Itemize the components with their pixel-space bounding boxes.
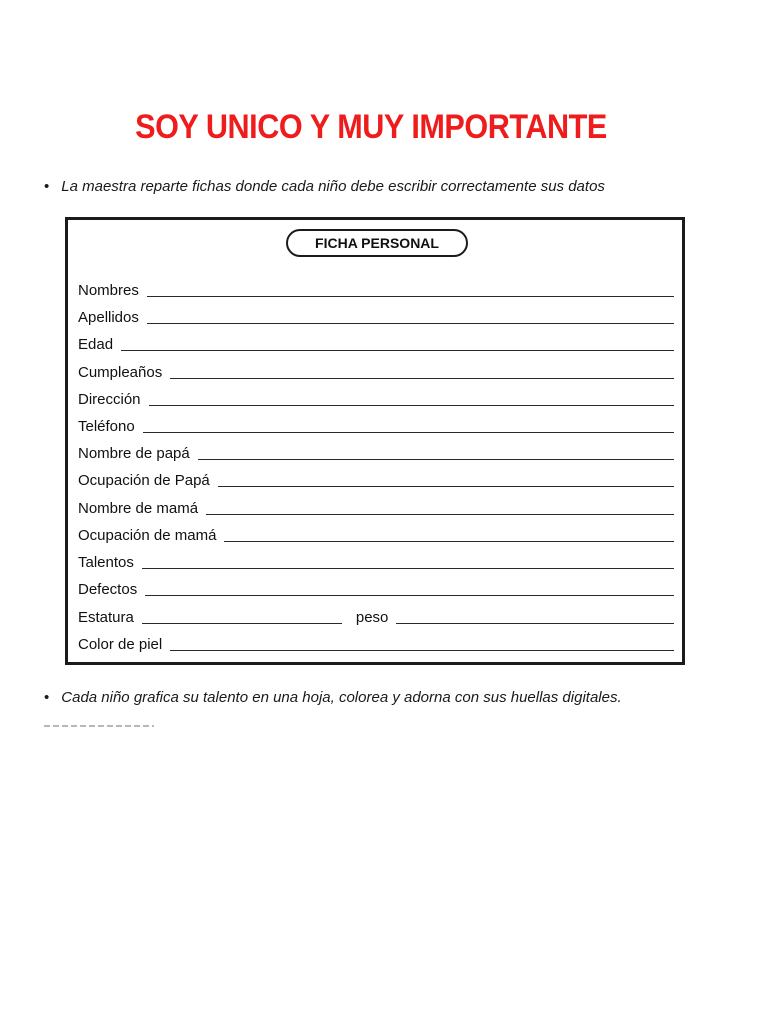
field-label: Apellidos [78,309,139,326]
field-row-nombres [78,280,674,300]
write-line[interactable] [218,486,674,487]
field-label: Defectos [78,581,138,598]
field-row-telefono [78,416,674,436]
bullet-mark: • [44,689,50,706]
write-line[interactable] [145,595,674,596]
write-line[interactable] [198,459,674,460]
field-label: Edad [78,336,114,353]
page-title: SOY UNICO Y MUY IMPORTANTE [135,108,607,146]
write-line[interactable] [170,378,674,379]
personal-form [65,217,685,665]
instruction-text-2: Cada niño grafica su talento en una hoja, colorea y adorna con sus huellas digitales. [61,689,622,706]
write-line[interactable] [224,541,674,542]
field-row-ocupacion-papa [78,470,674,490]
field-row-nombre-mama [78,498,674,518]
write-line[interactable] [143,432,674,433]
form-title: FICHA PERSONAL [286,229,468,257]
field-label: Nombre de mamá [78,500,199,517]
field-row-apellidos [78,307,674,327]
write-line[interactable] [142,623,342,624]
write-line[interactable] [121,350,674,351]
field-row-edad [78,334,674,354]
field-row-ocupacion-mama [78,525,674,545]
field-label: Dirección [78,391,141,408]
write-line[interactable] [142,568,674,569]
instruction-bullet-1 [44,178,605,195]
field-label: Cumpleaños [78,364,163,381]
field-label: Color de piel [78,636,163,653]
write-line[interactable] [170,650,674,651]
field-label: Ocupación de mamá [78,527,217,544]
instruction-text-1: La maestra reparte fichas donde cada niño debe escribir correctamente sus datos [61,178,605,195]
field-label: Estatura [78,609,134,626]
field-row-talentos [78,552,674,572]
instruction-bullet-2 [44,689,622,706]
cut-off-text-fragment [44,725,154,727]
field-row-direccion [78,389,674,409]
field-row-nombre-papa [78,443,674,463]
field-label: Ocupación de Papá [78,472,210,489]
field-label: Nombres [78,282,139,299]
write-line[interactable] [396,623,674,624]
write-line[interactable] [149,405,674,406]
field-row-cumpleanos [78,362,674,382]
field-label: Teléfono [78,418,135,435]
write-line[interactable] [147,323,674,324]
field-label: Talentos [78,554,134,571]
bullet-mark: • [44,178,50,195]
field-label: peso [355,609,389,626]
field-row-defectos [78,579,674,599]
field-row-color-piel [78,634,674,654]
write-line[interactable] [147,296,674,297]
field-row-estatura-peso [78,607,674,627]
field-label: Nombre de papá [78,445,190,462]
write-line[interactable] [206,514,674,515]
